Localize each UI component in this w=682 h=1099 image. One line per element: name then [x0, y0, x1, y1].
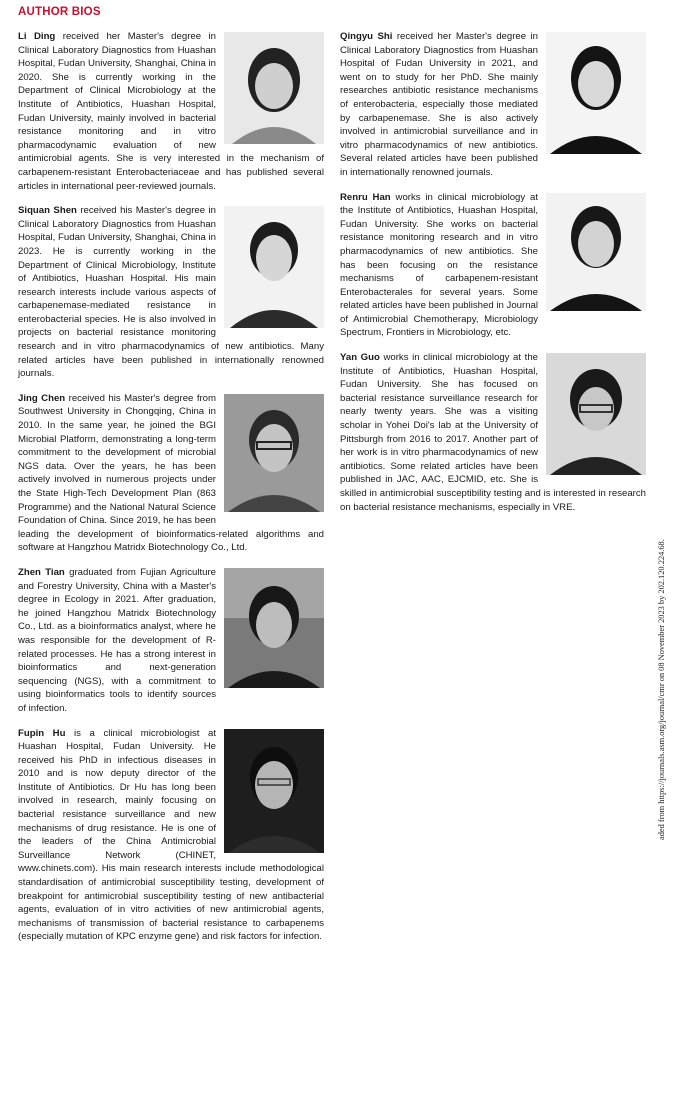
bio-li-ding — [18, 30, 324, 193]
bio-zhen-tian — [18, 566, 324, 716]
bio-text: received her Master's degree in Clinical Laboratory Diagnostics from Huashan Hospital, Fudan University, Shanghai, China in 2020. She is currently working in the Department of Clinical Microbiology at the Institute of Antibiotics, Huashan Hospital, Fudan University, mainly involved in bacterial resistance monitoring and in vitro pharmacodynamic evaluation of new antimicrobial agents. She is very interested in the mechanism of carbapenem-resistant Enterobacteriaceae and has published several articles in international peer-reviewed journals. — [18, 31, 324, 192]
bio-siquan-shen — [18, 204, 324, 381]
author-photo — [224, 206, 324, 328]
author-name: Qingyu Shi — [340, 31, 393, 42]
bio-renru-han — [340, 191, 646, 341]
right-column — [340, 30, 646, 525]
author-photo — [546, 353, 646, 475]
download-watermark: aded from https://journals.asm.org/journal/cmr on 08 November 2023 by 202.120.224.68. — [657, 539, 666, 840]
bio-text: works in clinical microbiology at the Institute of Antibiotics, Huashan Hospital, Fudan University. She works on bacterial resistance monitoring research and in vitro pharmacodynamics of new antibiotics. She has been focusing on the resistance mechanisms of carbapenem-resistant Enterobacterales for several years. Some related articles have been published in Journal of Antimicrobial Chemotherapy, Microbiology Spectrum, Frontiers in Microbiology, etc. — [340, 191, 538, 339]
author-name: Jing Chen — [18, 392, 66, 404]
section-title: AUTHOR BIOS — [18, 6, 101, 18]
author-photo — [224, 32, 324, 144]
author-photo — [224, 394, 324, 512]
author-name: Siquan Shen — [18, 205, 77, 217]
author-name: Yan Guo — [340, 352, 380, 364]
bio-text: is a clinical microbiologist at Huashan Hospital, Fudan University. He received his PhD in infectious diseases in 2010 and is now deputy director of the Institute of Antibiotics. Dr Hu has long been involved in research, mainly focusing on bacterial resistance surveillance and new mechanisms of drug resistance. He is one of the leaders of the China Antimicrobial Surveillance Network (CHINET, www.chinets.com). His main research interests include methodological standardisation of antimicrobial susceptibility testing, development of breakpoint for antimicrobial susceptibility testing of new antibacterial agents, evaluation of in vitro activities of new antimicrobial agents, mechanisms of transmission of bacterial resistance to carbapenems (especially mutation of KPC enzyme gene) and risk factors for infection. — [18, 727, 324, 943]
author-photo — [546, 32, 646, 154]
author-photo — [546, 193, 646, 311]
author-name: Zhen Tian — [18, 566, 65, 578]
bio-text: received her Master's degree in Clinical Laboratory Diagnostics from Huashan Hospital of Fudan University in 2021, and went on to study for her PhD. She mainly researches antibiotic resistance mechanisms of enterobacteria, especially those mediated by carbapenemase. She is also actively involved in antimicrobial surveillance and in vitro pharmacodynamics of new antibiotics. Several related articles have been published in internationally renowned journals. — [340, 31, 538, 178]
bio-text: works in clinical microbiology at the Institute of Antibiotics, Huashan Hospital, Fudan University. She has focused on bacterial resistance surveillance research for nearly twenty years. She was a visiting scholar in Yohei Doi's lab at the University of Pittsburgh from 2016 to 2017. Another part of her work is in vitro pharmacodynamics of new antibiotics. Some related articles have been published in JAC, AAC, EJCMID, etc. She is skilled in antimicrobial susceptibility testing and is interested in research on bacterial resistance mechanisms, especially in VRE. — [340, 352, 646, 513]
bio-yan-guo — [340, 351, 646, 514]
author-name: Li Ding — [18, 31, 56, 42]
bio-fupin-hu — [18, 727, 324, 945]
author-photo — [224, 729, 324, 853]
bio-text: received his Master's degree in Clinical Laboratory Diagnostics from Huashan Hospital, Fudan University, Shanghai, China in 2023. He is currently working in the Department of Clinical Microbiology, Institute of Antibiotics, Huashan Hospital. His main research interests include various aspects of carbapenemase-mediated resistance in enterobacterial species. He is also involved in projects on bacterial resistance monitoring research and in vitro pharmacodynamics of new antibiotics. Many related articles have been published in internationally renowned journals. — [18, 205, 324, 380]
author-name: Renru Han — [340, 191, 391, 203]
left-column — [18, 30, 324, 955]
author-name: Fupin Hu — [18, 727, 66, 739]
bio-jing-chen — [18, 392, 324, 555]
bio-text: graduated from Fujian Agriculture and Forestry University, China with a Master's degree in Ecology in 2021. After graduation, he joined Hangzhou Matridx Biotechnology Co., Ltd. as a bioinformatics analyst, where he was responsible for the development of R-related processes. He has a strong interest in bioinformatics and next-generation sequencing (NGS), with a commitment to using bioinformatics tools to identify sources of infection. — [18, 566, 216, 714]
bio-text: received his Master's degree from Southwest University in Chongqing, China in 2010. In the same year, he joined the BGI Microbial Platform, demonstrating a long-term commitment to the development of microbial NGS data. Over the years, he has been actively involved in numerous projects under the State High-Tech Development Plan (863 Programme) and the National Natural Science Foundation of China. Since 2019, he has been leading the development of bioinformatics-related algorithms and software at Hangzhou Matridx Biotechnology Co., Ltd. — [18, 392, 324, 554]
author-photo — [224, 568, 324, 688]
bio-qingyu-shi — [340, 30, 646, 180]
